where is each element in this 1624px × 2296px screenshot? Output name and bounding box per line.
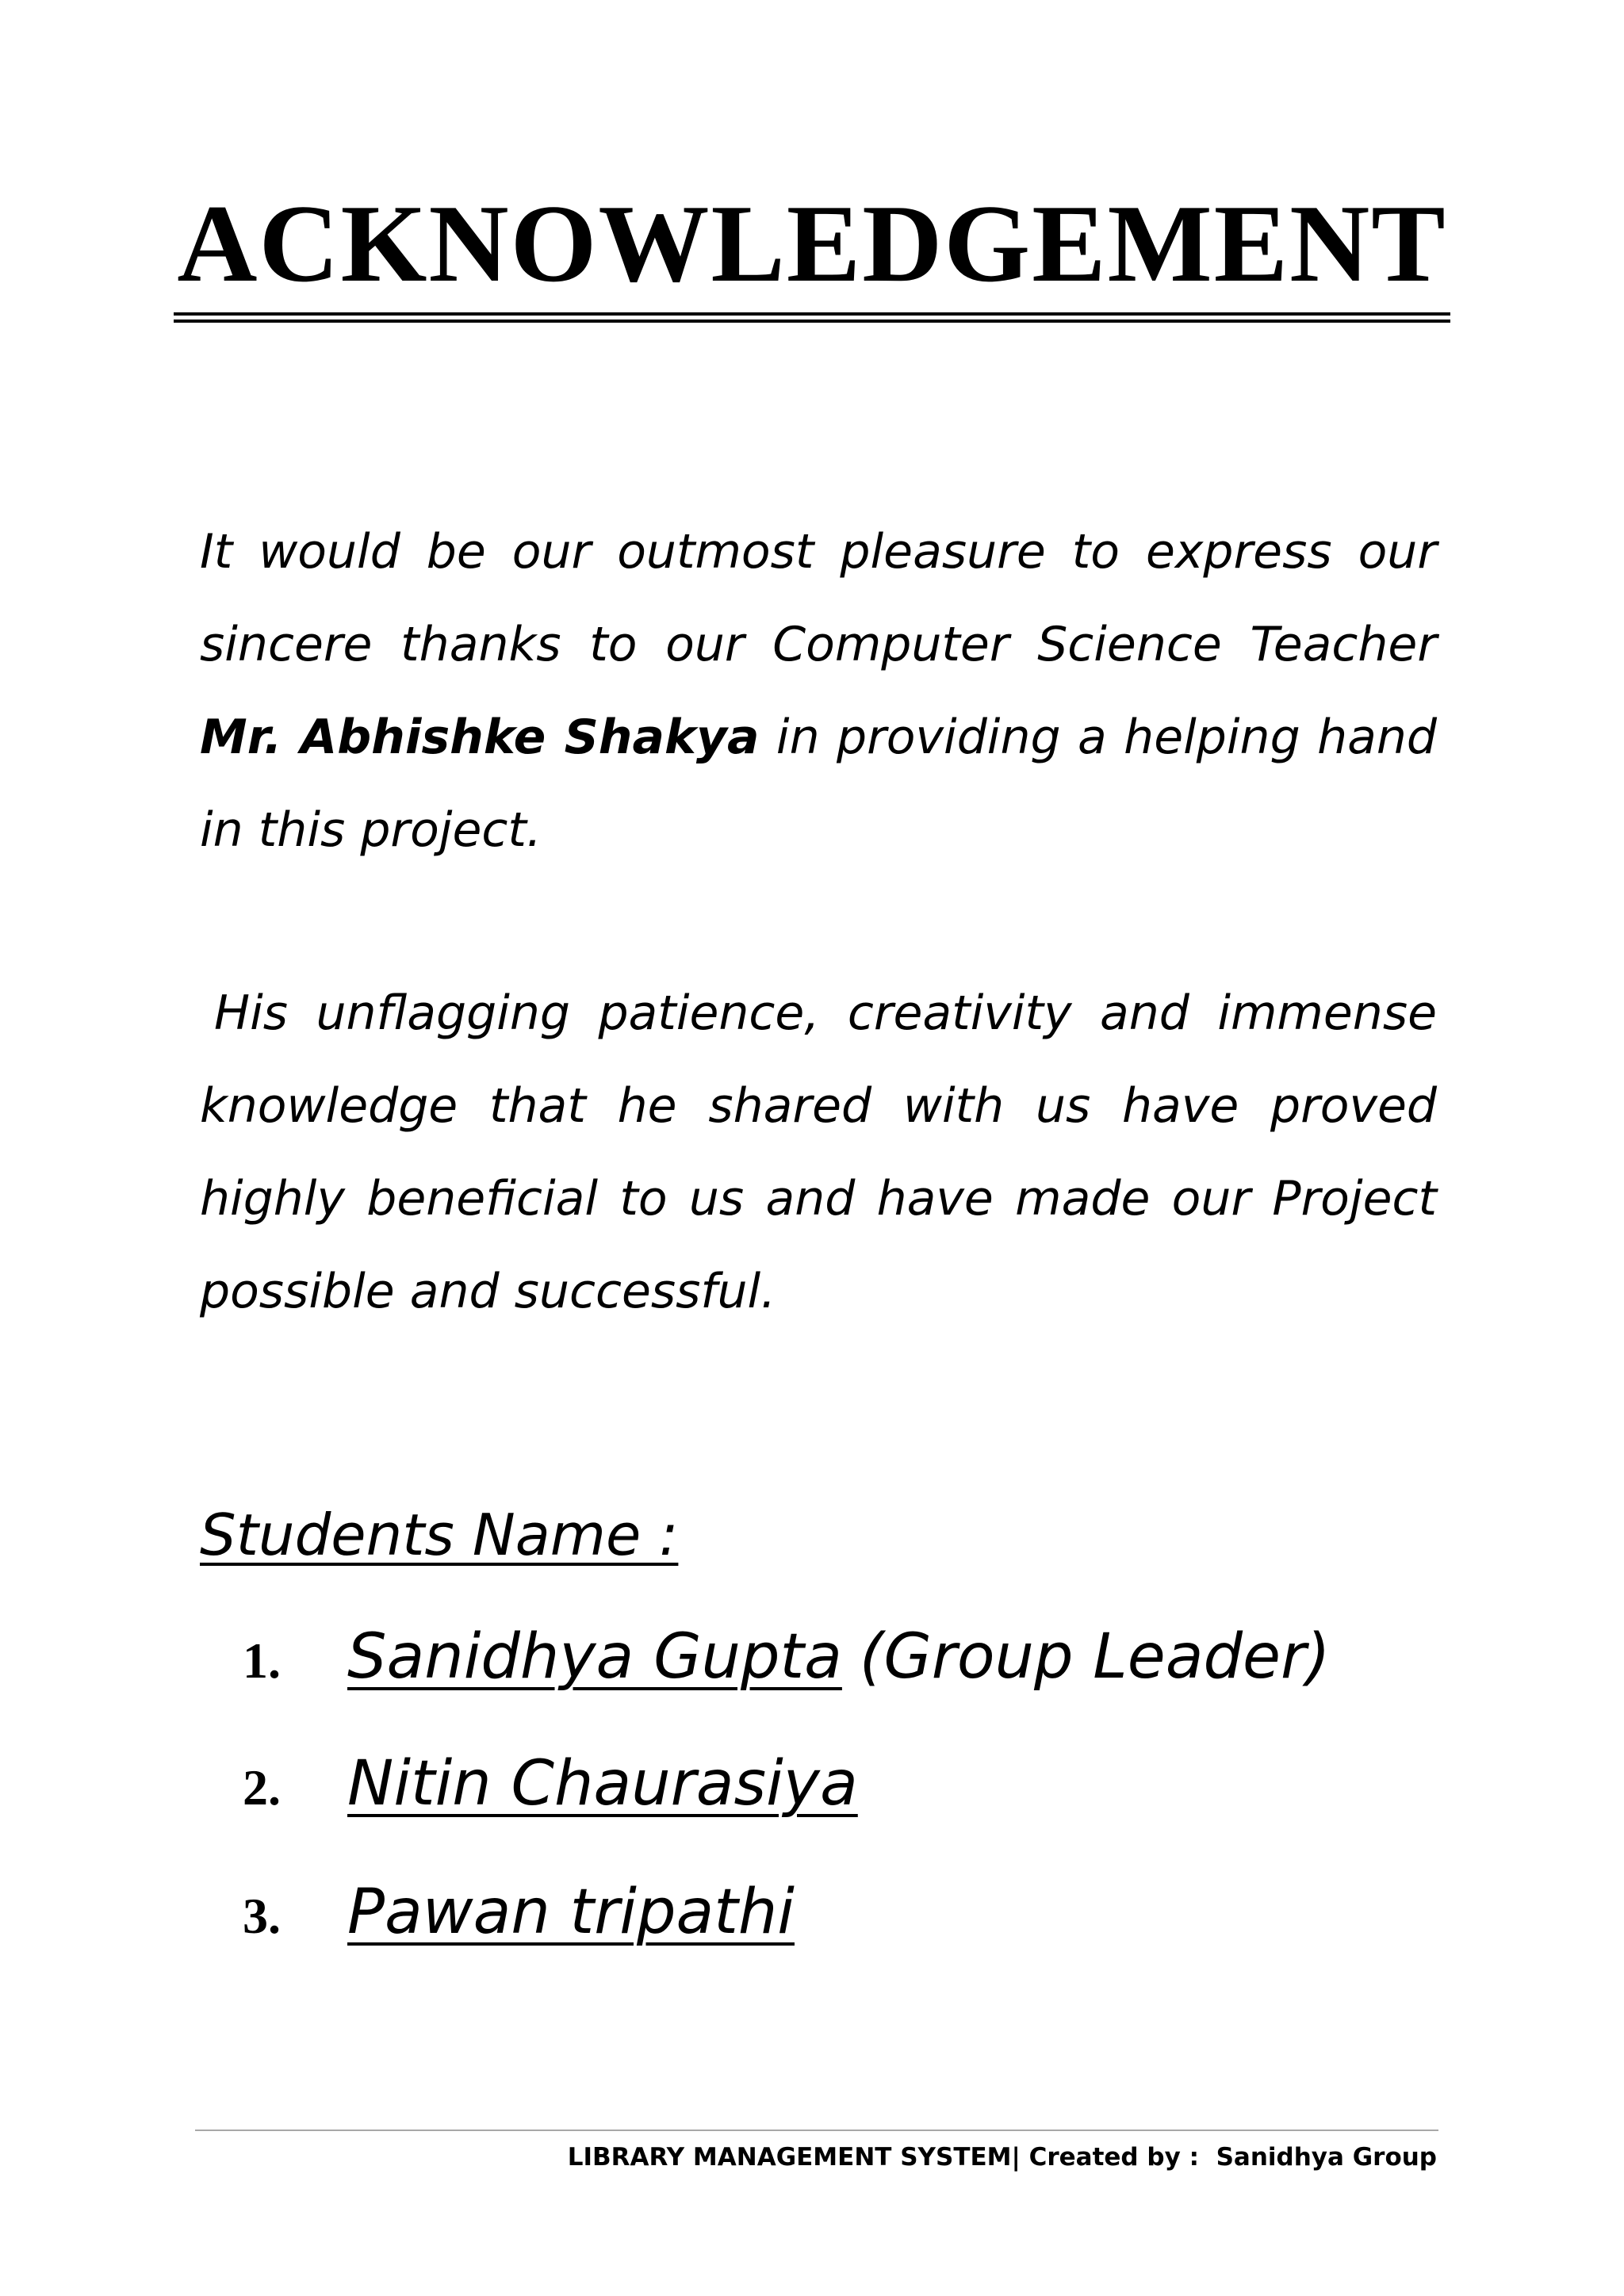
paragraph-2-text: His unflagging patience, creativity and immense knowledge that he shared with us have proved highly beneficial to us and have made our Project possible and successful. — [200, 985, 1437, 1319]
student-name: Nitin Chaurasiya — [347, 1748, 858, 1820]
student-number: 3. — [243, 1888, 281, 1944]
acknowledgement-paragraph-1 — [200, 506, 1437, 877]
student-name: Pawan tripathi — [347, 1877, 795, 1948]
page-footer: LIBRARY MANAGEMENT SYSTEM| Created by : Sanidhya Group — [567, 2143, 1437, 2172]
student-role: (Group Leader) — [859, 1621, 1331, 1693]
student-number: 1. — [243, 1632, 281, 1689]
teacher-name: Mr. Abhishke Shakya — [200, 710, 760, 765]
students-heading: Students Name : — [200, 1502, 679, 1568]
footer-divider — [195, 2130, 1438, 2131]
paragraph-1-intro: It would be our outmost pleasure to express our sincere thanks to our Computer Science Teacher — [200, 524, 1437, 672]
page-title: ACKNOWLEDGEMENT — [174, 189, 1450, 323]
acknowledgement-paragraph-2 — [200, 967, 1437, 1338]
student-list-item — [243, 1877, 795, 1972]
student-list-item — [243, 1748, 858, 1843]
title-container — [0, 182, 1624, 323]
paragraph-1-closing: in providing a helping hand in this project. — [200, 710, 1437, 858]
student-list-item — [243, 1621, 1331, 1716]
student-number: 2. — [243, 1759, 281, 1816]
student-name: Sanidhya Gupta — [347, 1621, 842, 1693]
